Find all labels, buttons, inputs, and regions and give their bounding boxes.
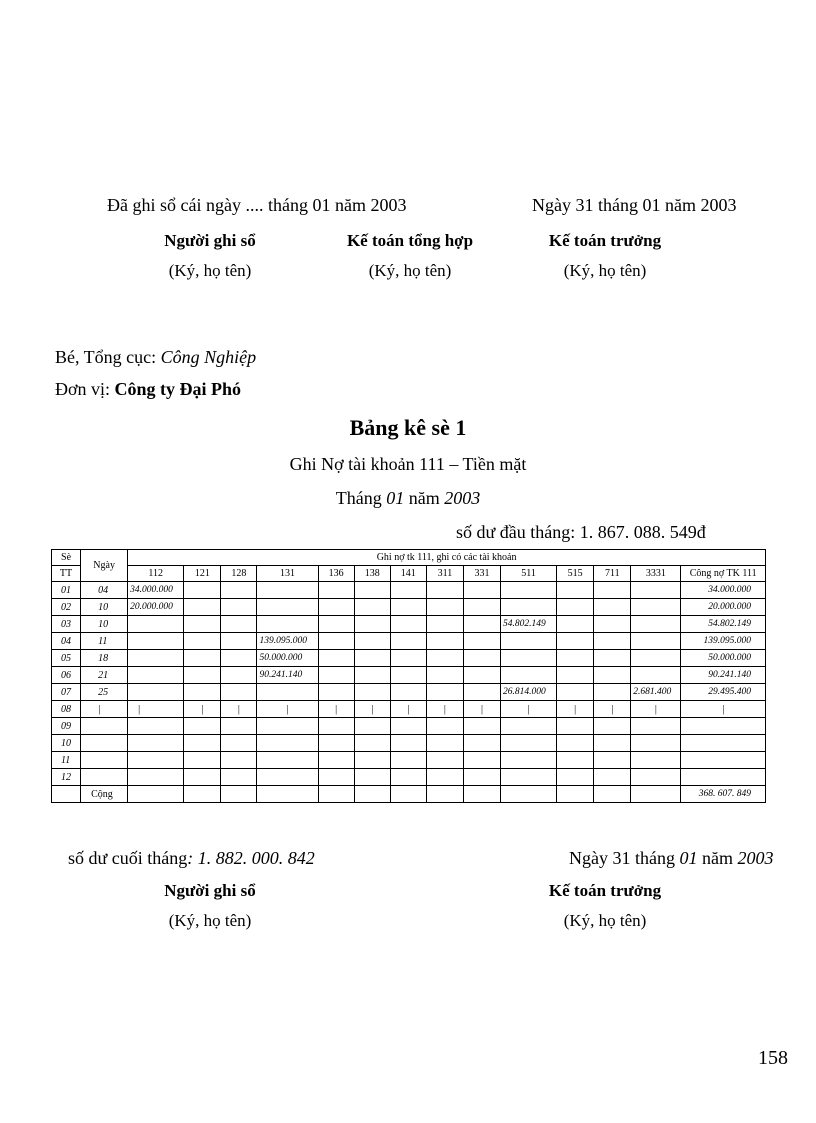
header-row-2	[52, 566, 766, 582]
row-cell	[354, 633, 390, 650]
total-cell	[501, 786, 557, 803]
row-cell: 54.802.149	[501, 616, 557, 633]
total-cell	[426, 786, 463, 803]
row-cell	[426, 735, 463, 752]
row-cell	[390, 599, 426, 616]
row-cell	[354, 616, 390, 633]
row-cell	[557, 684, 594, 701]
statement-title: Bảng kê sè 1	[349, 415, 467, 440]
top-signer-general-note: (Ký, họ tên)	[368, 261, 452, 280]
col-header-account: 138	[354, 566, 390, 582]
row-cell	[128, 616, 184, 633]
row-cell	[631, 752, 681, 769]
total-label: Cộng	[81, 786, 128, 803]
col-header-account: 136	[318, 566, 354, 582]
row-cell	[257, 718, 318, 735]
row-cell	[594, 735, 631, 752]
row-stt: 12	[52, 769, 81, 786]
row-cell: |	[184, 701, 221, 718]
row-date	[81, 752, 128, 769]
row-cell	[501, 582, 557, 599]
row-cell	[501, 667, 557, 684]
row-cell	[390, 582, 426, 599]
row-cell	[390, 718, 426, 735]
row-cell	[557, 599, 594, 616]
row-cell	[501, 769, 557, 786]
row-cell	[221, 684, 257, 701]
row-stt: 03	[52, 616, 81, 633]
row-cell: 20.000.000	[128, 599, 184, 616]
row-cell	[128, 769, 184, 786]
row-cell: |	[128, 701, 184, 718]
row-date: 18	[81, 650, 128, 667]
header-row-1	[52, 550, 766, 566]
total-cell	[463, 786, 500, 803]
row-cell	[594, 616, 631, 633]
row-cell: |	[681, 701, 766, 718]
footer-signer-chief-note: (Ký, họ tên)	[563, 911, 647, 930]
row-cell	[184, 735, 221, 752]
top-signer-recorder-note: (Ký, họ tên)	[168, 261, 252, 280]
table-row	[52, 769, 766, 786]
top-signer-recorder-title: Người ghi sổ	[164, 231, 256, 250]
row-cell	[501, 752, 557, 769]
row-cell	[128, 667, 184, 684]
closing-balance	[68, 848, 315, 869]
table-row	[52, 735, 766, 752]
row-cell	[354, 667, 390, 684]
row-cell: |	[426, 701, 463, 718]
row-cell	[557, 667, 594, 684]
row-cell	[501, 633, 557, 650]
row-cell	[681, 718, 766, 735]
recorded-note: Đã ghi sổ cái ngày .... tháng 01 năm 2003	[107, 195, 407, 215]
row-cell	[128, 735, 184, 752]
col-header-account: 711	[594, 566, 631, 582]
ministry-value: Công Nghiệp	[160, 347, 257, 367]
row-cell	[681, 735, 766, 752]
closing-value: : 1. 882. 000. 842	[187, 848, 315, 868]
total-cell	[221, 786, 257, 803]
table-row	[52, 650, 766, 667]
row-cell	[557, 616, 594, 633]
row-cell	[221, 616, 257, 633]
row-cell	[128, 752, 184, 769]
row-cell	[426, 599, 463, 616]
table-row	[52, 582, 766, 599]
row-cell: 34.000.000	[681, 582, 766, 599]
row-cell	[594, 599, 631, 616]
row-cell	[354, 650, 390, 667]
row-cell	[390, 735, 426, 752]
row-cell: |	[221, 701, 257, 718]
col-header-account: 511	[501, 566, 557, 582]
total-row	[52, 786, 766, 803]
row-cell: |	[557, 701, 594, 718]
col-header-stt: Sè	[52, 550, 81, 566]
row-cell	[257, 684, 318, 701]
row-cell	[594, 650, 631, 667]
col-header-account: 311	[426, 566, 463, 582]
row-cell	[390, 752, 426, 769]
row-cell	[463, 650, 500, 667]
table-row	[52, 599, 766, 616]
row-cell	[184, 599, 221, 616]
ministry-line	[55, 347, 256, 368]
row-cell	[557, 633, 594, 650]
row-cell: |	[390, 701, 426, 718]
top-signer-chief-note: (Ký, họ tên)	[563, 261, 647, 280]
row-cell	[631, 633, 681, 650]
row-stt: 11	[52, 752, 81, 769]
row-cell	[594, 684, 631, 701]
row-cell	[354, 752, 390, 769]
row-stt: 09	[52, 718, 81, 735]
total-cell	[257, 786, 318, 803]
row-cell	[463, 616, 500, 633]
row-cell	[128, 718, 184, 735]
total-cell	[128, 786, 184, 803]
row-cell	[501, 718, 557, 735]
row-cell: |	[501, 701, 557, 718]
row-date	[81, 735, 128, 752]
row-cell	[257, 735, 318, 752]
row-cell	[318, 633, 354, 650]
row-cell	[318, 616, 354, 633]
row-cell	[318, 667, 354, 684]
row-cell	[463, 769, 500, 786]
row-cell	[501, 650, 557, 667]
row-cell	[426, 684, 463, 701]
row-cell	[318, 650, 354, 667]
table-row	[52, 633, 766, 650]
row-cell	[390, 650, 426, 667]
row-cell	[221, 582, 257, 599]
row-date	[81, 718, 128, 735]
row-cell	[631, 735, 681, 752]
row-cell	[426, 582, 463, 599]
row-stt: 02	[52, 599, 81, 616]
footer-signer-recorder-note: (Ký, họ tên)	[168, 911, 252, 930]
row-cell	[463, 667, 500, 684]
total-empty	[52, 786, 81, 803]
row-cell: 26.814.000	[501, 684, 557, 701]
row-cell	[184, 633, 221, 650]
row-date: 10	[81, 599, 128, 616]
row-stt: 06	[52, 667, 81, 684]
row-cell	[681, 752, 766, 769]
row-cell	[557, 718, 594, 735]
row-cell	[221, 667, 257, 684]
unit-value: Công ty Đại Phó	[114, 379, 242, 399]
row-cell: 139.095.000	[681, 633, 766, 650]
row-cell	[128, 633, 184, 650]
table-row	[52, 718, 766, 735]
footer-signer-recorder-title: Người ghi sổ	[164, 881, 256, 900]
row-stt: 08	[52, 701, 81, 718]
total-cell	[354, 786, 390, 803]
row-cell	[594, 769, 631, 786]
row-cell	[318, 718, 354, 735]
table-row	[52, 667, 766, 684]
row-cell	[631, 667, 681, 684]
col-header-account: 128	[221, 566, 257, 582]
row-cell	[463, 582, 500, 599]
row-cell	[501, 599, 557, 616]
row-cell: 34.000.000	[128, 582, 184, 599]
row-cell: 29.495.400	[681, 684, 766, 701]
table-row	[52, 701, 766, 718]
row-stt: 07	[52, 684, 81, 701]
col-header-account: Công nợ TK 111	[681, 566, 766, 582]
row-cell	[426, 616, 463, 633]
row-cell	[257, 582, 318, 599]
row-cell	[221, 769, 257, 786]
row-cell	[354, 735, 390, 752]
row-cell	[184, 769, 221, 786]
month-pre: Tháng	[335, 488, 387, 508]
row-cell	[426, 752, 463, 769]
top-date: Ngày 31 tháng 01 năm 2003	[532, 195, 737, 215]
ledger-table	[51, 549, 766, 803]
row-date	[81, 769, 128, 786]
row-cell	[631, 769, 681, 786]
row-cell	[463, 718, 500, 735]
row-cell	[354, 582, 390, 599]
row-cell	[426, 769, 463, 786]
row-cell	[221, 599, 257, 616]
col-header-account: 3331	[631, 566, 681, 582]
row-cell: 54.802.149	[681, 616, 766, 633]
row-cell	[463, 752, 500, 769]
row-cell	[318, 769, 354, 786]
row-cell	[221, 735, 257, 752]
row-cell	[184, 582, 221, 599]
row-cell	[354, 769, 390, 786]
month-mid: năm	[404, 488, 445, 508]
row-cell	[631, 650, 681, 667]
top-signer-chief-title: Kế toán trưởng	[548, 231, 662, 250]
row-stt: 01	[52, 582, 81, 599]
row-cell	[318, 582, 354, 599]
row-cell	[318, 684, 354, 701]
total-cell	[557, 786, 594, 803]
row-cell: 139.095.000	[257, 633, 318, 650]
unit-line	[55, 379, 241, 400]
footer-date	[569, 848, 773, 869]
row-cell: 20.000.000	[681, 599, 766, 616]
row-date: |	[81, 701, 128, 718]
row-cell	[594, 633, 631, 650]
total-cell	[631, 786, 681, 803]
row-cell	[318, 735, 354, 752]
table-row	[52, 752, 766, 769]
row-cell	[354, 718, 390, 735]
row-cell	[594, 582, 631, 599]
footer-date-mid: năm	[697, 848, 738, 868]
row-cell	[463, 735, 500, 752]
col-header-account: 112	[128, 566, 184, 582]
footer-date-pre: Ngày 31 tháng	[569, 848, 680, 868]
row-stt: 05	[52, 650, 81, 667]
row-cell	[631, 582, 681, 599]
row-cell	[557, 752, 594, 769]
row-cell	[318, 752, 354, 769]
page-number: 158	[758, 1047, 788, 1069]
total-cell	[184, 786, 221, 803]
total-cell	[318, 786, 354, 803]
row-cell: 50.000.000	[681, 650, 766, 667]
row-cell	[221, 752, 257, 769]
row-cell	[128, 650, 184, 667]
row-cell: 2.681.400	[631, 684, 681, 701]
row-stt: 04	[52, 633, 81, 650]
closing-label: số dư cuối tháng	[68, 848, 188, 868]
row-cell	[128, 684, 184, 701]
month-value: 01	[386, 488, 405, 508]
top-signer-general-title: Kế toán tổng hợp	[346, 231, 474, 250]
row-date: 21	[81, 667, 128, 684]
row-cell	[390, 616, 426, 633]
row-cell	[221, 650, 257, 667]
row-cell	[681, 769, 766, 786]
footer-signer-chief-title: Kế toán trưởng	[548, 881, 662, 900]
total-cell	[390, 786, 426, 803]
row-cell	[463, 599, 500, 616]
row-cell	[221, 718, 257, 735]
opening-balance: số dư đầu tháng: 1. 867. 088. 549đ	[456, 522, 706, 542]
row-cell	[354, 599, 390, 616]
statement-subtitle: Ghi Nợ tài khoản 111 – Tiền mặt	[289, 454, 527, 474]
row-cell	[221, 633, 257, 650]
row-stt: 10	[52, 735, 81, 752]
row-cell	[631, 718, 681, 735]
row-cell: |	[257, 701, 318, 718]
row-date: 11	[81, 633, 128, 650]
row-cell	[390, 667, 426, 684]
row-date: 10	[81, 616, 128, 633]
table-row	[52, 684, 766, 701]
row-cell	[184, 752, 221, 769]
row-cell	[631, 599, 681, 616]
row-cell	[426, 718, 463, 735]
row-cell	[557, 650, 594, 667]
table-row	[52, 616, 766, 633]
col-header-account: 331	[463, 566, 500, 582]
row-cell: |	[354, 701, 390, 718]
row-cell: |	[463, 701, 500, 718]
col-header-account: 131	[257, 566, 318, 582]
row-cell	[426, 633, 463, 650]
row-cell: |	[594, 701, 631, 718]
row-cell	[501, 735, 557, 752]
col-header-account: 121	[184, 566, 221, 582]
row-cell	[594, 752, 631, 769]
row-date: 04	[81, 582, 128, 599]
col-header-account: 141	[390, 566, 426, 582]
row-cell: 90.241.140	[257, 667, 318, 684]
col-header-account: 515	[557, 566, 594, 582]
row-cell	[318, 599, 354, 616]
row-cell	[257, 752, 318, 769]
row-cell: 90.241.140	[681, 667, 766, 684]
row-cell	[184, 684, 221, 701]
row-date: 25	[81, 684, 128, 701]
row-cell	[390, 769, 426, 786]
unit-label: Đơn vị:	[55, 379, 115, 399]
ministry-label: Bé, Tổng cục:	[55, 347, 161, 367]
year-value: 2003	[444, 488, 481, 508]
row-cell	[557, 582, 594, 599]
row-cell	[557, 735, 594, 752]
row-cell	[184, 650, 221, 667]
row-cell	[557, 769, 594, 786]
footer-date-month: 01	[679, 848, 698, 868]
total-cell	[594, 786, 631, 803]
row-cell: |	[318, 701, 354, 718]
row-cell	[594, 718, 631, 735]
row-cell	[184, 667, 221, 684]
footer-date-year: 2003	[737, 848, 774, 868]
row-cell	[631, 616, 681, 633]
row-cell	[426, 667, 463, 684]
row-cell	[463, 684, 500, 701]
total-value: 368. 607. 849	[681, 786, 766, 803]
row-cell	[257, 769, 318, 786]
row-cell	[184, 718, 221, 735]
row-cell: 50.000.000	[257, 650, 318, 667]
statement-month	[308, 488, 508, 509]
col-header-date: Ngày	[81, 550, 128, 582]
row-cell	[354, 684, 390, 701]
row-cell	[257, 616, 318, 633]
row-cell	[390, 684, 426, 701]
col-header-stt-2: TT	[52, 566, 81, 582]
row-cell	[463, 633, 500, 650]
row-cell	[594, 667, 631, 684]
row-cell	[426, 650, 463, 667]
row-cell	[184, 616, 221, 633]
row-cell	[390, 633, 426, 650]
row-cell	[257, 599, 318, 616]
row-cell: |	[631, 701, 681, 718]
col-header-group: Ghi nợ tk 111, ghi có các tài khoản	[128, 550, 766, 566]
